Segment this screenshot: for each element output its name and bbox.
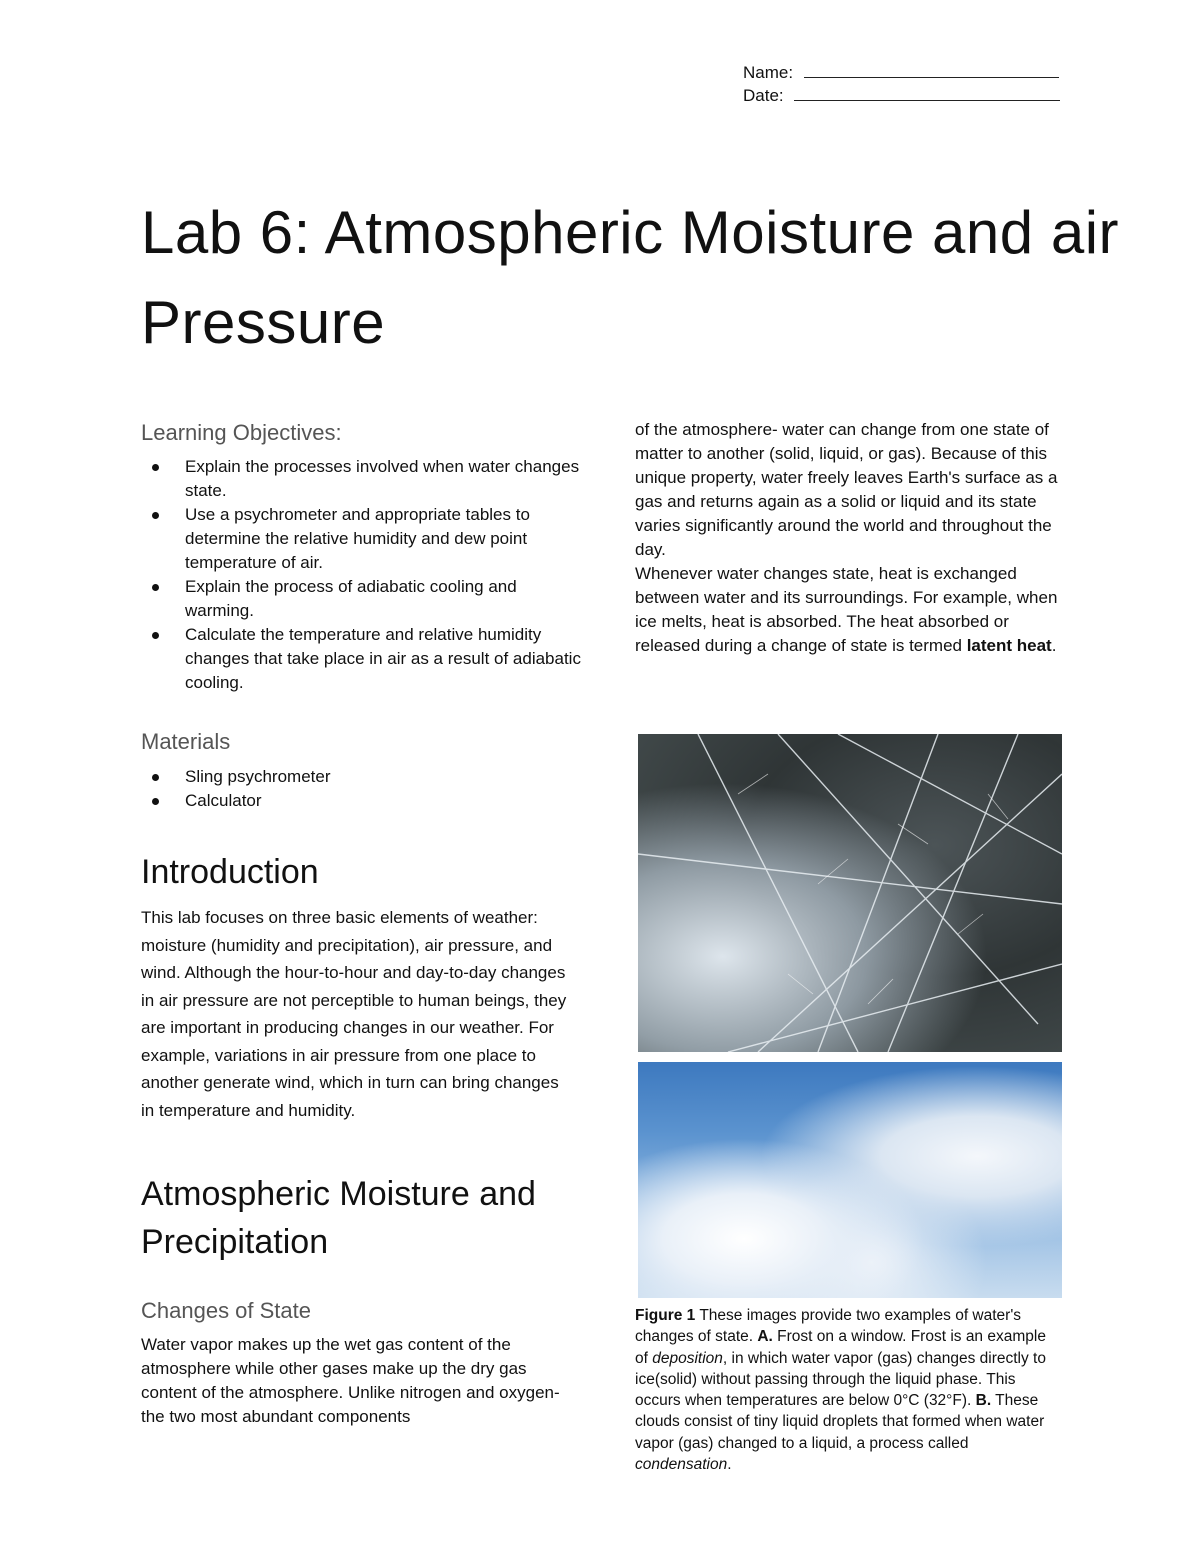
latent-heat-term: latent heat xyxy=(966,636,1052,655)
list-item: Explain the process of adiabatic cooling and warming. xyxy=(141,575,581,623)
latent-heat-paragraph xyxy=(635,562,1065,658)
changes-of-state-continued: of the atmosphere- water can change from one state of matter to another (solid, liquid, or gas). Because of this unique property, water freely leaves Earth's surface as a gas and returns again as a solid or liquid and its state varies significantly around the world and throughout the day. xyxy=(635,420,1058,559)
objectives-list xyxy=(141,455,581,695)
latent-heat-text: Whenever water changes state, heat is exchanged between water and its surroundings. For example, when ice melts, heat is absorbed. The heat absorbed or released during a change of state is termed xyxy=(635,564,1058,655)
list-item: Sling psychrometer xyxy=(141,765,581,789)
caption-text: . xyxy=(727,1456,732,1474)
frost-photo xyxy=(638,734,1062,1052)
date-label: Date: xyxy=(743,86,784,105)
caption-term-condensation: condensation xyxy=(635,1456,728,1474)
figure-caption xyxy=(635,1305,1063,1475)
left-column xyxy=(141,420,581,1429)
materials-list xyxy=(141,765,581,813)
changes-of-state-text: Water vapor makes up the wet gas content of the atmosphere while other gases make up the dry gas content of the atmosphere. Unlike nitrogen and oxygen- the two most abundant components xyxy=(141,1335,560,1426)
date-field-row xyxy=(743,86,1060,106)
caption-text: These images provide two examples of water's changes of state. xyxy=(635,1307,1022,1346)
materials-heading: Materials xyxy=(141,729,231,754)
caption-text: , in which water vapor (gas) changes directly to ice(solid) without passing through the liquid phase. This occurs when temperatures are below 0°C (32°F). xyxy=(635,1349,1046,1410)
introduction-heading: Introduction xyxy=(141,853,319,891)
frost-crystals xyxy=(638,734,1062,1052)
name-label: Name: xyxy=(743,63,794,82)
caption-term-deposition: deposition xyxy=(652,1349,723,1367)
right-column xyxy=(635,418,1065,658)
moisture-section-heading: Atmospheric Moisture and Precipitation xyxy=(141,1175,536,1261)
list-item: Calculate the temperature and relative humidity changes that take place in air as a result of adiabatic cooling. xyxy=(141,623,581,695)
name-field-row xyxy=(743,63,1059,83)
date-line[interactable] xyxy=(794,86,1060,101)
caption-marker-b: B. xyxy=(975,1392,992,1410)
page-title: Lab 6: Atmospheric Moisture and air Pressure xyxy=(141,199,1119,356)
latent-heat-end: . xyxy=(1051,636,1057,655)
introduction-text: This lab focuses on three basic elements of weather: moisture (humidity and precipitation), air pressure, and wind. Although the hour-to-hour and day-to-day changes in air pressure are not perceptible to human beings, they are important in producing changes in our weather. For example, variations in air pressure from one place to another generate wind, which in turn can bring changes in temperature and humidity. xyxy=(141,908,567,1120)
caption-marker-a: A. xyxy=(757,1328,773,1346)
changes-of-state-heading: Changes of State xyxy=(141,1298,312,1323)
caption-text: Frost on a window. Frost is an example of xyxy=(635,1328,1046,1367)
figure-label: Figure 1 xyxy=(635,1307,696,1324)
clouds-photo xyxy=(638,1062,1062,1298)
caption-text: These clouds consist of tiny liquid droplets that formed when water vapor (gas) changed to a liquid, a process called xyxy=(635,1392,1045,1452)
list-item: Use a psychrometer and appropriate tables to determine the relative humidity and dew point temperature of air. xyxy=(141,503,581,575)
learning-objectives-heading: Learning Objectives: xyxy=(141,420,342,445)
list-item: Calculator xyxy=(141,789,581,813)
list-item: Explain the processes involved when water changes state. xyxy=(141,455,581,503)
name-line[interactable] xyxy=(804,63,1059,78)
